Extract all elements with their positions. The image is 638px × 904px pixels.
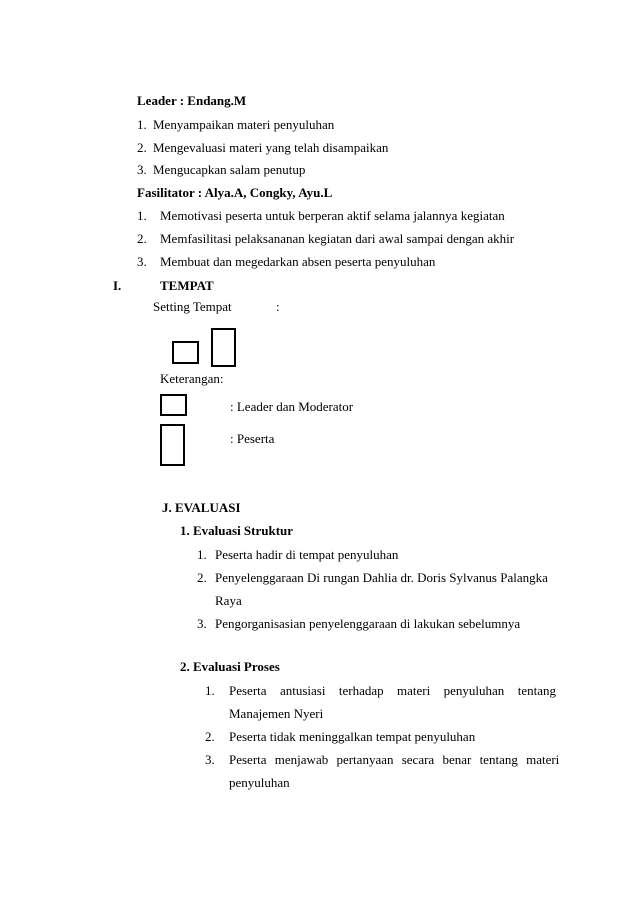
proses-word: antusiasi [279, 683, 326, 698]
peserta-seat-icon [211, 328, 236, 367]
evaluasi-proses-title: 2. Evaluasi Proses [180, 659, 280, 674]
leader-item-num: 3. [137, 162, 147, 177]
struktur-item-text: Peserta hadir di tempat penyuluhan [215, 547, 399, 562]
proses-item-continuation: penyuluhan [229, 775, 290, 790]
struktur-item-continuation: Raya [215, 593, 242, 608]
fasilitator-item-text: Membuat dan megedarkan absen peserta penyuluhan [160, 254, 436, 269]
fasilitator-heading: Fasilitator : Alya.A, Congky, Ayu.L [137, 185, 333, 200]
leader-item-text: Mengucapkan salam penutup [153, 162, 306, 177]
keterangan-label: Keterangan: [160, 371, 224, 386]
fasilitator-item-text: Memotivasi peserta untuk berperan aktif selama jalannya kegiatan [160, 208, 505, 223]
proses-item-text [229, 684, 556, 697]
section-title-evaluasi: J. EVALUASI [162, 500, 241, 515]
setting-tempat-label: Setting Tempat [153, 299, 232, 314]
evaluasi-struktur-title: 1. Evaluasi Struktur [180, 523, 294, 538]
proses-item-text: Peserta menjawab pertanyaan secara benar tentang materi [229, 752, 560, 767]
section-title-tempat: TEMPAT [160, 278, 214, 293]
proses-word: penyuluhan [443, 683, 505, 698]
proses-item-continuation: Manajemen Nyeri [229, 706, 324, 721]
struktur-item-num: 1. [197, 547, 207, 562]
leader-moderator-seat-icon [172, 341, 199, 364]
section-number: I. [113, 278, 122, 293]
fasilitator-item-num: 3. [137, 254, 147, 269]
proses-item-num: 2. [205, 729, 215, 744]
struktur-item-text: Penyelenggaraan Di rungan Dahlia dr. Doris Sylvanus Palangka [215, 570, 548, 585]
struktur-item-num: 3. [197, 616, 207, 631]
proses-word: tentang [517, 683, 556, 698]
legend-peserta: : Peserta [230, 431, 275, 446]
fasilitator-item-num: 1. [137, 208, 147, 223]
peserta-legend-icon [160, 424, 185, 466]
setting-tempat-colon: : [276, 299, 280, 314]
leader-moderator-legend-icon [160, 394, 187, 416]
proses-item-text: Peserta tidak meninggalkan tempat penyuluhan [229, 729, 476, 744]
leader-item-num: 2. [137, 140, 147, 155]
legend-leader-moderator: : Leader dan Moderator [230, 399, 354, 414]
fasilitator-item-num: 2. [137, 231, 147, 246]
leader-item-num: 1. [137, 117, 147, 132]
leader-item-text: Menyampaikan materi penyuluhan [153, 117, 335, 132]
proses-item-num: 1. [205, 683, 215, 698]
proses-word: materi [397, 683, 431, 698]
leader-heading: Leader : Endang.M [137, 93, 247, 108]
struktur-item-num: 2. [197, 570, 207, 585]
proses-word: Peserta [229, 683, 267, 698]
proses-word: terhadap [338, 683, 384, 698]
proses-item-num: 3. [205, 752, 215, 767]
struktur-item-text: Pengorganisasian penyelenggaraan di lakukan sebelumnya [215, 616, 521, 631]
leader-item-text: Mengevaluasi materi yang telah disampaikan [153, 140, 389, 155]
fasilitator-item-text: Memfasilitasi pelaksananan kegiatan dari awal sampai dengan akhir [160, 231, 515, 246]
